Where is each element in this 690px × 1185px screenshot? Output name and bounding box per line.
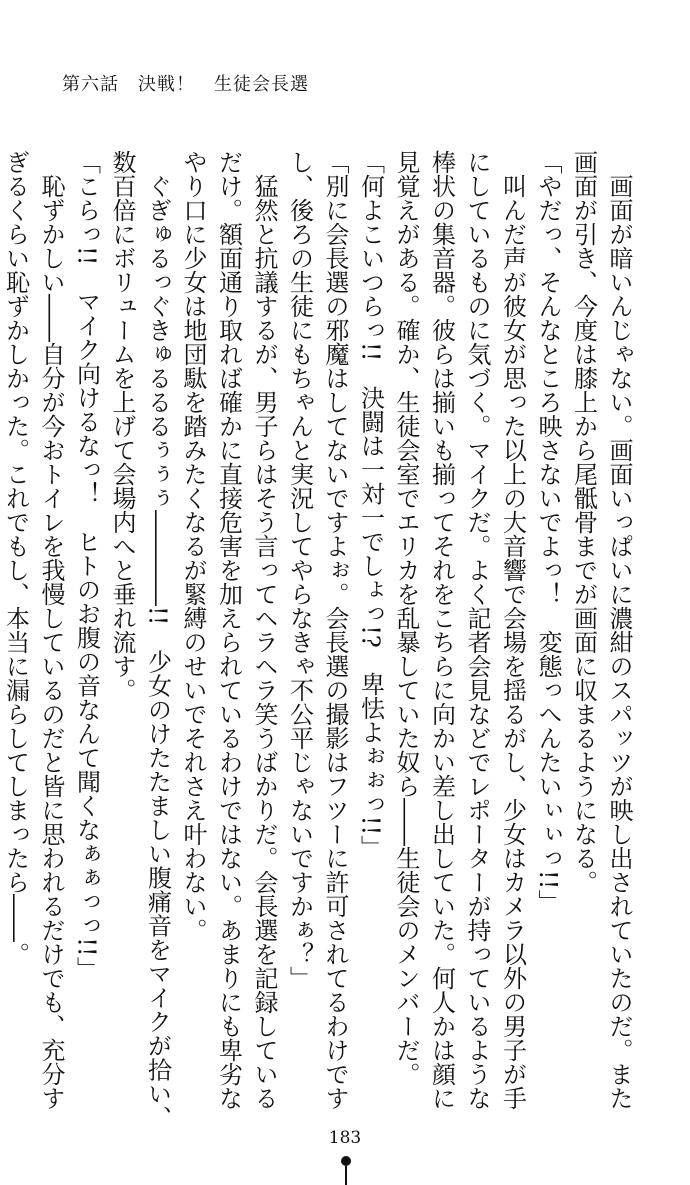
running-head: 第六話 決戦！ 生徒会長選	[62, 74, 309, 95]
page-number-dot	[341, 1156, 351, 1166]
text-line: 「何よこいつらっ!! 決闘は一対一でしょっ!? 卑怯よぉぉっ!!」	[356, 150, 385, 860]
text-line: ぐぎゅるっぐきゅるるるぅぅぅ――――!! 少女のけたたましい腹痛音をマイクが拾い、	[143, 150, 172, 1130]
text-line: にしているものに気づく。マイクだ。よく記者会見などでレポーターが持っているような	[463, 150, 491, 1110]
text-line: 数百倍にボリュームを上げて会場内へと垂れ流す。	[108, 150, 136, 702]
text-line: 画面が暗いんじゃない。画面いっぱいに濃紺のスパッツが映し出されていたのだ。また	[605, 150, 633, 1110]
text-line: し、後ろの生徒にもちゃんと実況してやらなきゃ不公平じゃないですかぁ？」	[285, 150, 314, 990]
page-number-rule	[345, 1166, 347, 1185]
text-line: 見覚えがある。確か、生徒会室でエリカを乱暴していた奴ら――生徒会のメンバーだ。	[392, 150, 420, 1086]
text-line: 恥ずかしい――自分が今おトイレを我慢しているのだと皆に思われるだけでも、充分す	[37, 150, 65, 1110]
text-line: 「別に会長選の邪魔はしてないですよぉ。会長選の撮影はフツーに許可されてるわけです	[321, 150, 349, 1110]
text-line: 「やだっ、そんなところ映さないでよっ！ 変態っへんたいぃぃっ!!」	[534, 150, 562, 914]
text-line: やり口に少女は地団駄を踏みたくなるが緊縛のせいでそれさえ叶わない。	[179, 150, 207, 942]
text-line: 猛然と抗議するが、男子らはそう言ってヘラヘラ笑うばかりだ。会長選を記録している	[250, 150, 278, 1110]
text-line: だけ。額面通り取れば確かに直接危害を加えられているわけではない。あまりにも卑劣な	[214, 150, 243, 1110]
text-line: 叫んだ声が彼女が思った以上の大音響で会場を揺るがし、少女はカメラ以外の男子が手	[498, 150, 527, 1110]
body-text	[1, 150, 636, 1130]
text-line: 画面が引き、今度は膝上から尾骶骨までが画面に収まるようになる。	[569, 150, 598, 894]
text-line: 棒状の集音器。彼らは揃いも揃ってそれをこちらに向かい差し出していた。何人かは顔に	[427, 150, 456, 1110]
page-number: 183	[328, 1128, 362, 1148]
text-line: 「こらっ!! マイク向けるなっ！ ヒトのお腹の音なんて聞くなぁぁっっ!!」	[72, 150, 101, 981]
text-line: ぎるくらい恥ずかしかった。これでもし、本当に漏らしてしまったら――。	[1, 150, 30, 966]
